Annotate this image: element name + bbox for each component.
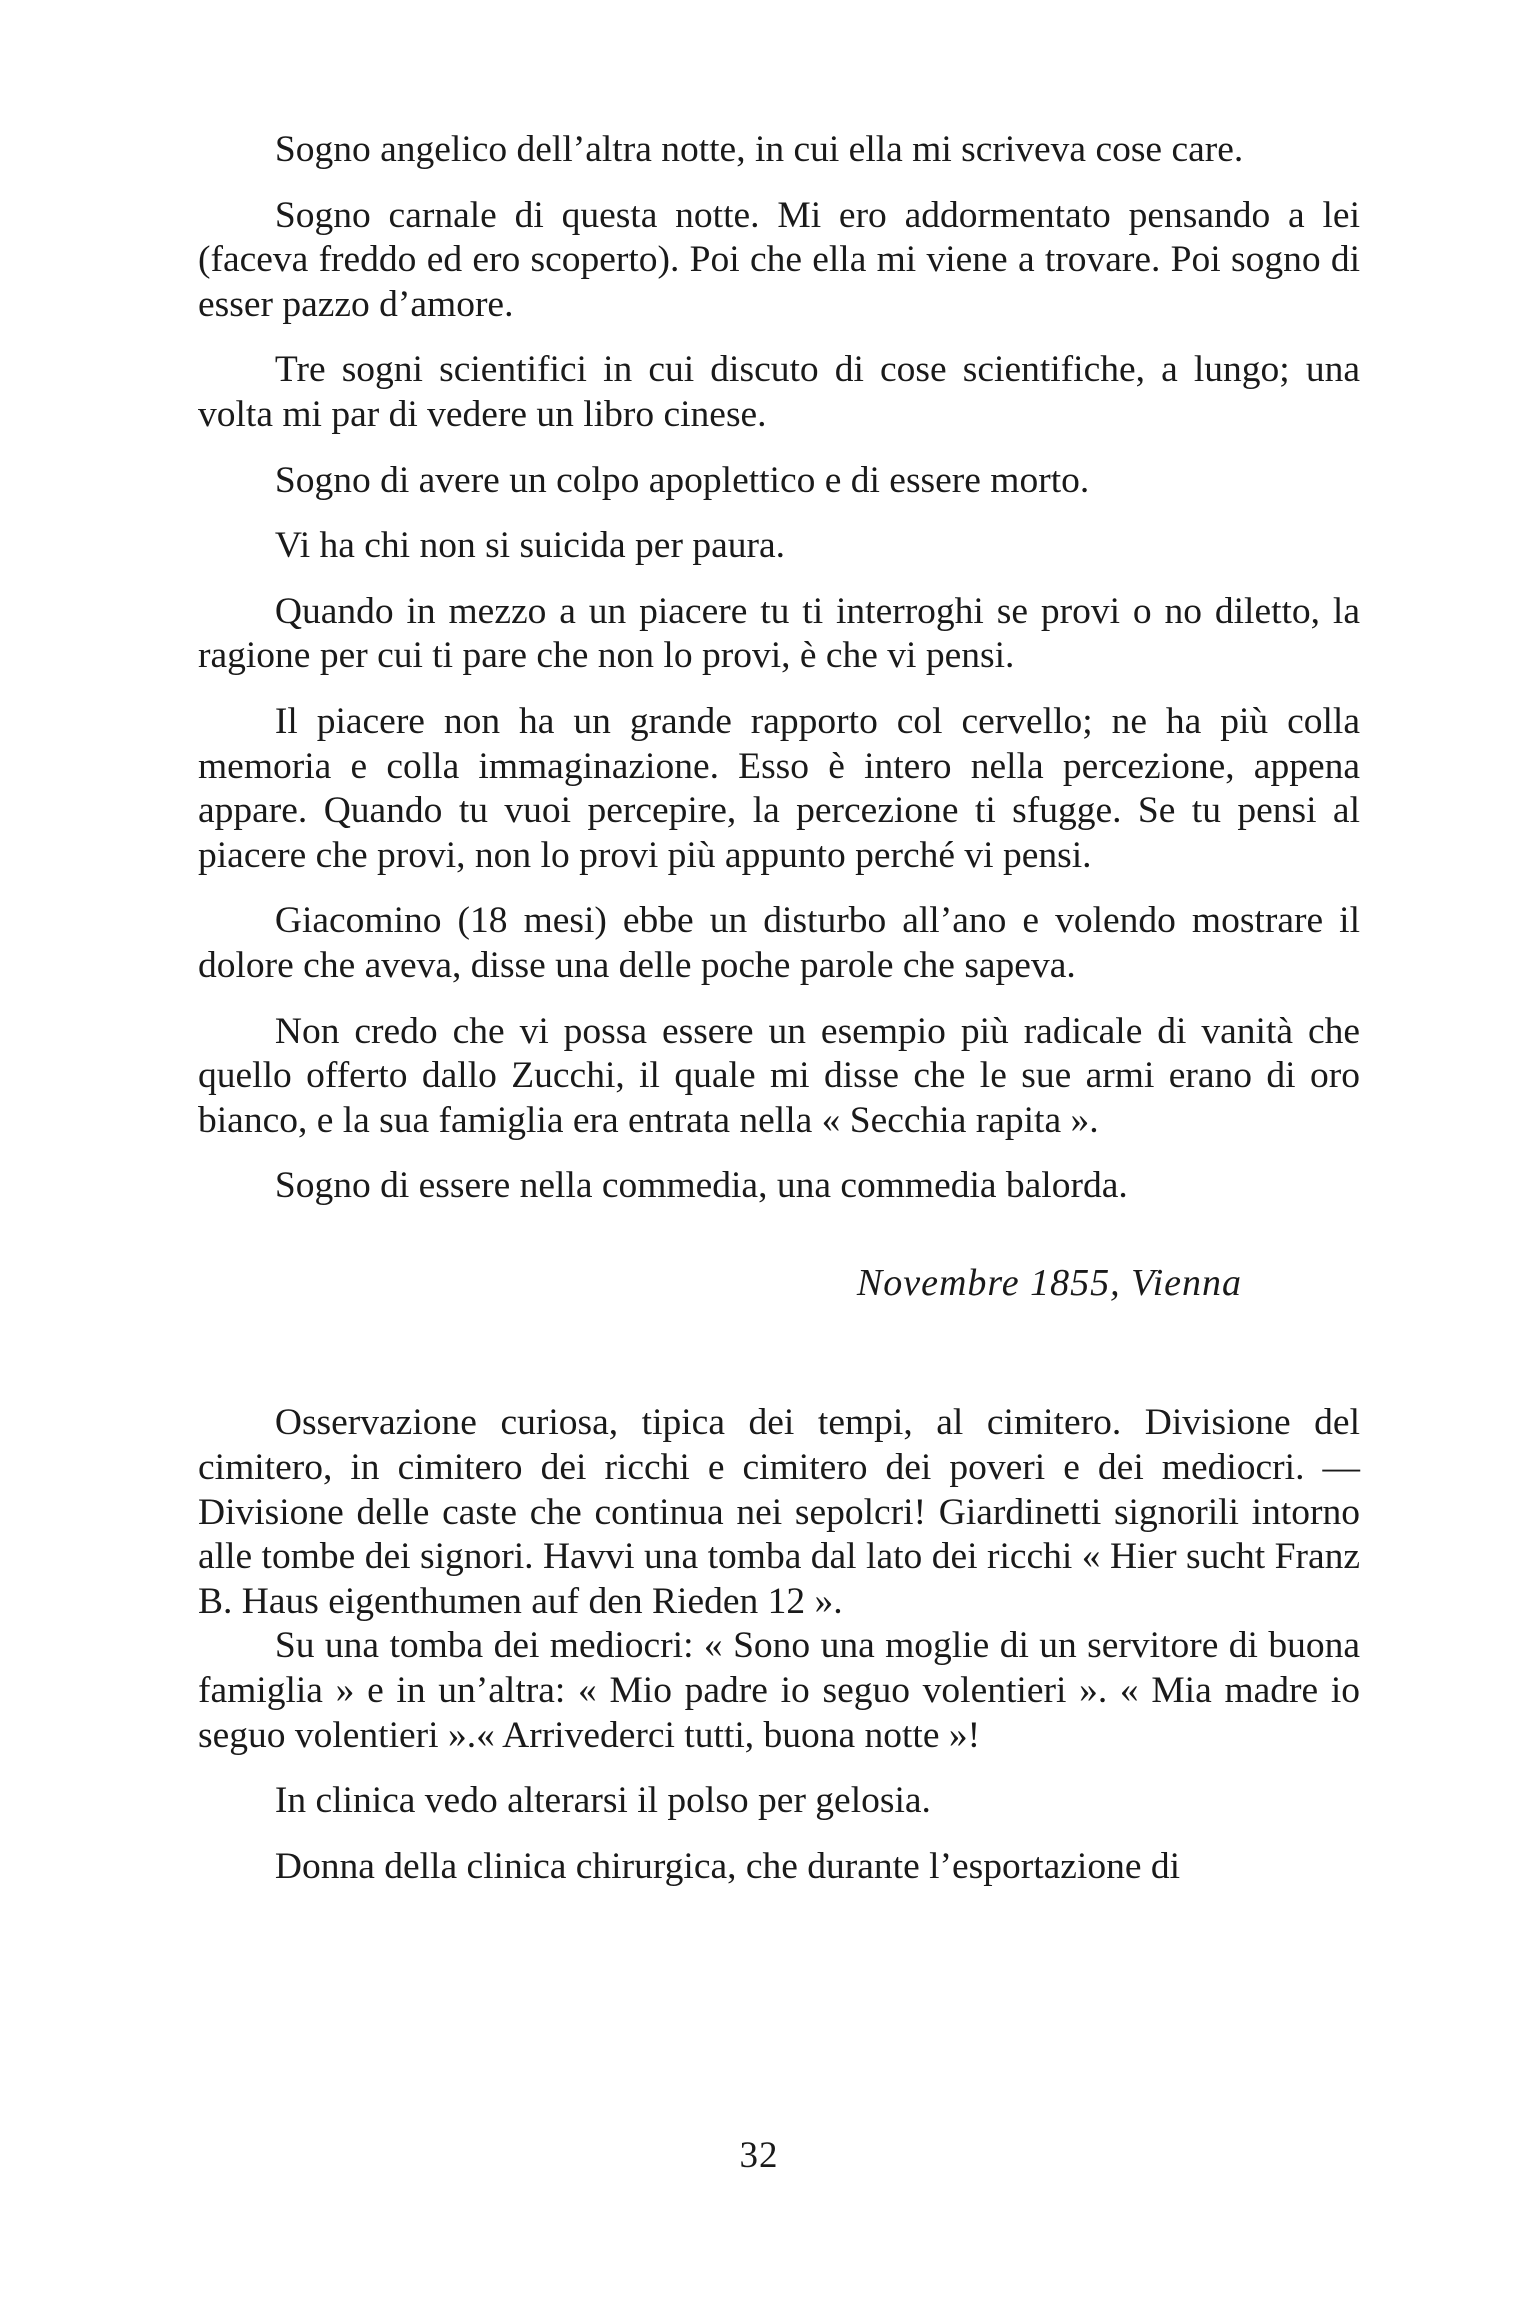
- paragraph: Sogno carnale di questa notte. Mi ero addormentato pensando a lei (faceva freddo ed ero scoperto). Poi che ella mi viene a trovare. Poi sogno di esser pazzo d’amore.: [198, 194, 1360, 325]
- paragraph: In clinica vedo alterarsi il polso per gelosia.: [274, 1780, 931, 1822]
- page-body: [198, 128, 1360, 1910]
- paragraph: Il piacere non ha un grande rapporto col cervello; ne ha più colla memoria e colla immaginazione. Esso è intero nella percezione, appena appare. Quando tu vuoi percepire, la percezione ti sfugge. Se tu pensi al piacere che provi, non lo provi più appunto perché vi pensi.: [198, 700, 1360, 876]
- paragraph: Quando in mezzo a un piacere tu ti interroghi se provi o no diletto, la ragione per cui ti pare che non lo provi, è che vi pensi.: [198, 590, 1360, 677]
- paragraph: Non credo che vi possa essere un esempio più radicale di vanità che quello offerto dallo Zucchi, il quale mi disse che le sue armi erano di oro bianco, e la sua famiglia era entrata nella « Secchia rapita ».: [198, 1010, 1360, 1141]
- dateline: Novembre 1855, Vienna: [856, 1261, 1242, 1304]
- paragraph: Vi ha chi non si suicida per paura.: [274, 525, 785, 567]
- paragraph: Tre sogni scientifici in cui discuto di cose scientifiche, a lungo; una volta mi par di vedere un libro cinese.: [198, 349, 1360, 435]
- page-number: 32: [739, 2135, 779, 2176]
- paragraph: Sogno di avere un colpo apoplettico e di essere morto.: [274, 459, 1090, 501]
- paragraph: Sogno angelico dell’altra notte, in cui ella mi scriveva cose care.: [274, 129, 1244, 170]
- paragraph: Sogno di essere nella commedia, una commedia balorda.: [274, 1165, 1128, 1207]
- paragraph: Osservazione curiosa, tipica dei tempi, al cimitero. Divisione del cimitero, in cimitero dei ricchi e cimitero dei poveri e dei mediocri. — Divisione delle caste che continua nei sepolcri! Giardinetti signorili intorno alle tombe dei signori. Havvi una tomba dal lato dei ricchi « Hier sucht Franz B. Haus eigenthumen auf den Rieden 12 ».: [198, 1402, 1360, 1622]
- paragraph: Su una tomba dei mediocri: « Sono una moglie di un servitore di buona famiglia » e in un’altra: « Mio padre io seguo volentieri ». « Mia madre io seguo volentieri ».« Arrivederci tutti, buona notte »!: [198, 1625, 1360, 1756]
- paragraph: Donna della clinica chirurgica, che durante l’esportazione di: [274, 1845, 1181, 1887]
- paragraph: Giacomino (18 mesi) ebbe un disturbo all’ano e volendo mostrare il dolore che aveva, disse una delle poche parole che sapeva.: [198, 900, 1360, 986]
